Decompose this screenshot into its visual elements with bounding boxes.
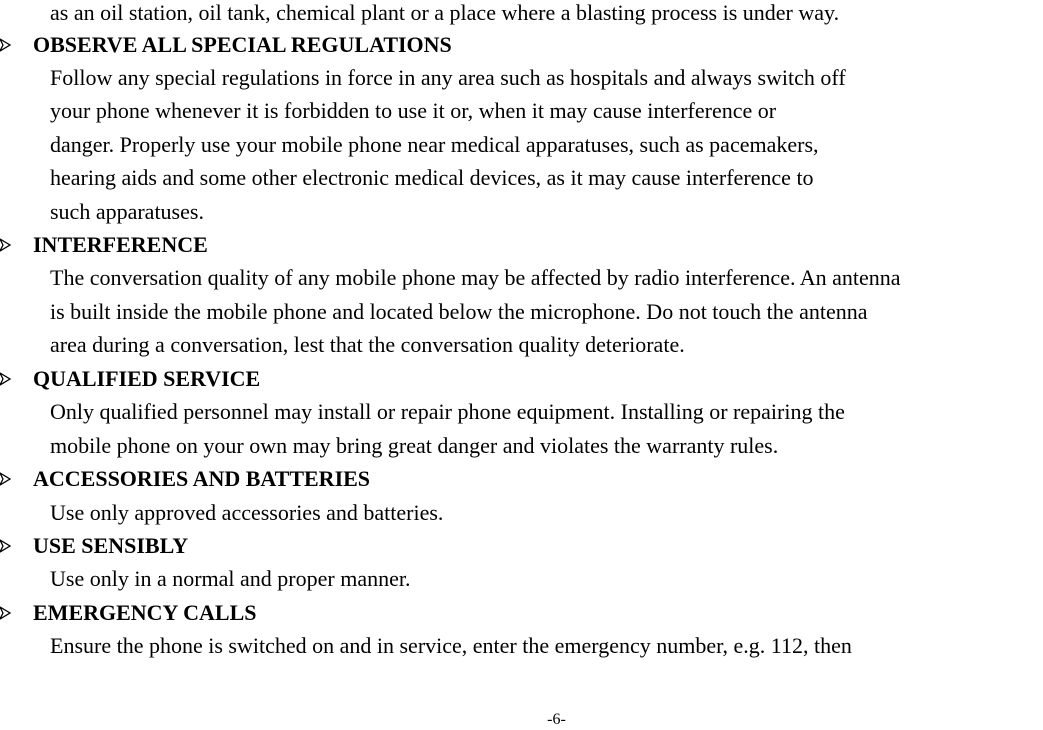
section-heading-text: INTERFERENCE (33, 232, 208, 257)
paragraph-line: Use only in a normal and proper manner. (50, 566, 411, 591)
paragraph-line: your phone whenever it is forbidden to use it or, when it may cause interference or (50, 98, 777, 123)
paragraph-line: Ensure the phone is switched on and in service, enter the emergency number, e.g. 112, then (50, 633, 852, 658)
section-heading-text: EMERGENCY CALLS (33, 600, 257, 625)
paragraph-line: area during a conversation, lest that the conversation quality deteriorate. (50, 332, 685, 357)
arrowhead-bullet-icon (0, 606, 12, 620)
arrowhead-bullet-icon (0, 539, 12, 553)
paragraph-line: hearing aids and some other electronic medical devices, as it may cause interference to (50, 165, 814, 190)
arrowhead-bullet-icon (0, 472, 12, 486)
intro-line: as an oil station, oil tank, chemical plant or a place where a blasting process is under way. (50, 0, 840, 25)
arrowhead-bullet-icon (0, 238, 12, 252)
arrowhead-bullet-icon (0, 372, 12, 386)
paragraph-line: Follow any special regulations in force in any area such as hospitals and always switch off (50, 65, 846, 90)
paragraph-line: is built inside the mobile phone and located below the microphone. Do not touch the antenna (50, 299, 868, 324)
paragraph-line: danger. Properly use your mobile phone near medical apparatuses, such as pacemakers, (50, 132, 819, 157)
section-heading-text: QUALIFIED SERVICE (33, 366, 261, 391)
section-heading-text: USE SENSIBLY (33, 533, 189, 558)
section-heading-text: ACCESSORIES AND BATTERIES (33, 466, 371, 491)
paragraph-line: such apparatuses. (50, 199, 204, 224)
paragraph-line: The conversation quality of any mobile phone may be affected by radio interference. An antenna (50, 265, 901, 290)
arrowhead-bullet-icon (0, 38, 12, 52)
section-heading-text: OBSERVE ALL SPECIAL REGULATIONS (33, 32, 452, 57)
paragraph-line: Use only approved accessories and batteries. (50, 500, 444, 525)
paragraph-line: Only qualified personnel may install or repair phone equipment. Installing or repairing the (50, 399, 845, 424)
paragraph-line: mobile phone on your own may bring great danger and violates the warranty rules. (50, 433, 779, 458)
page-number: -6- (547, 711, 566, 728)
